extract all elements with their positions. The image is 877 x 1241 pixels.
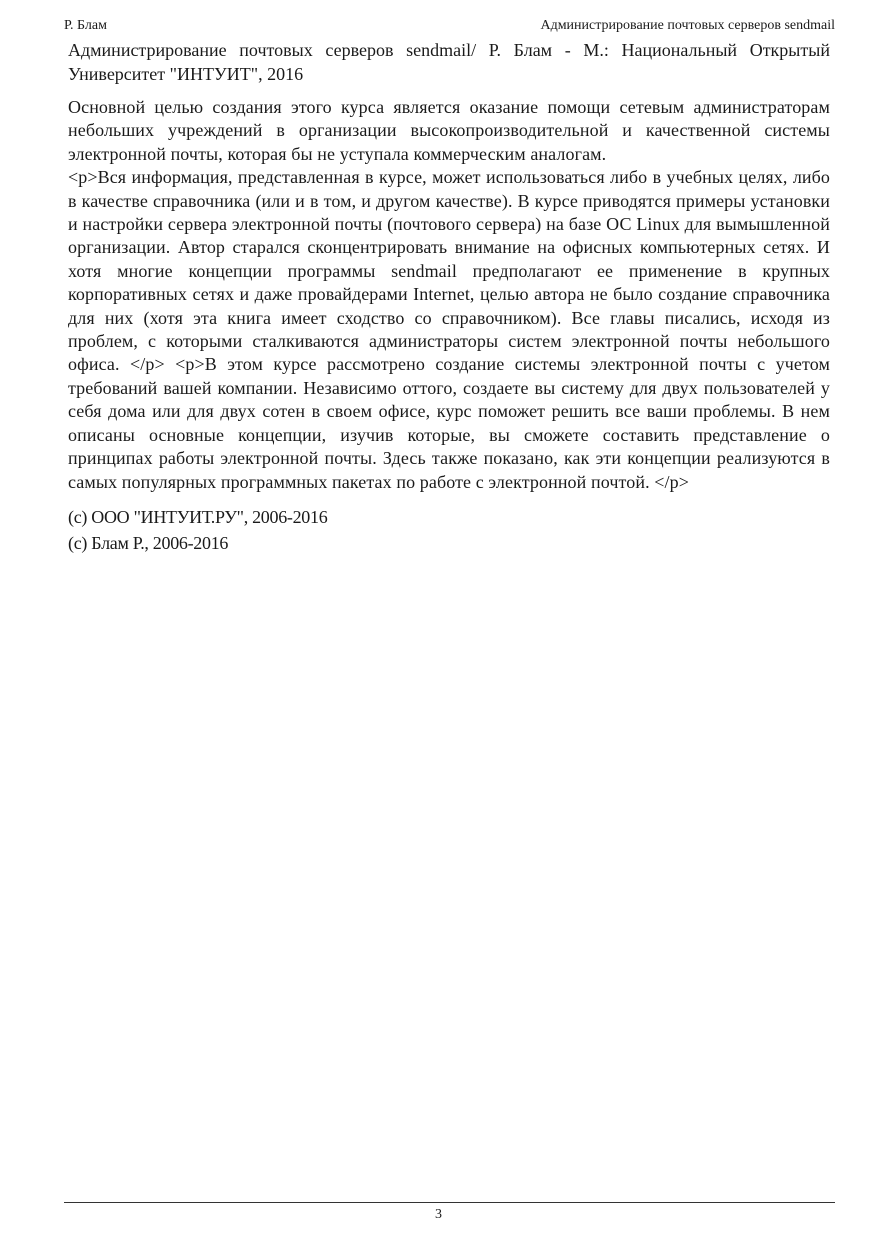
bibliographic-citation: Администрирование почтовых серверов sendmail/ Р. Блам - М.: Национальный Открытый Университет "ИНТУИТ", 2016 — [68, 40, 830, 84]
copyright-line: (с) ООО "ИНТУИТ.РУ", 2006-2016 — [68, 506, 328, 527]
page-content — [68, 38, 830, 556]
header-author: Р. Блам — [64, 18, 107, 33]
running-header — [64, 16, 835, 36]
course-abstract — [68, 96, 830, 494]
abstract-paragraph: Основной целью создания этого курса является оказание помощи сетевым администраторам небольших учреждений в организации высокопроизводительной и качественной системы электронной почты, которая бы не уступала коммерческим аналогам. — [68, 97, 830, 164]
header-title: Администрирование почтовых серверов sendmail — [540, 18, 835, 33]
abstract-paragraph: <p>Вся информация, представленная в курсе, может использоваться либо в учебных целях, либо в качестве справочника (или и в том, и другом качестве). В курсе приводятся примеры установки и настройки сервера электронной почты (почтового сервера) на базе ОС Linux для вымышленной организации. Автор старался сконцентрировать внимание на офисных компьютерных сетях. И хотя многие концепции программы sendmail предполагают ее применение в крупных корпоративных сетях и даже провайдерами Internet, целью автора не было создание справочника для них (хотя эта книга имеет сходство со справочником). Все главы писались, исходя из проблем, с которыми сталкиваются администраторы систем электронной почты небольшого офиса. </p> <p>В этом курсе рассмотрено создание системы электронной почты с учетом требований вашей компании. Независимо оттого, создаете вы систему для двух пользователей у себя дома или для двух сотен в своем офисе, курс поможет решить все ваши проблемы. В нем описаны основные концепции, изучив которые, вы сможете составить представление о принципах работы электронной почты. Здесь также показано, как эти концепции реализуются в самых популярных программных пакетах по работе с электронной почтой. </p> — [68, 167, 830, 492]
copyright-block — [68, 504, 830, 556]
footer-divider — [64, 1202, 835, 1203]
copyright-line: (с) Блам Р., 2006-2016 — [68, 532, 229, 553]
page-number: 3 — [435, 1207, 442, 1222]
